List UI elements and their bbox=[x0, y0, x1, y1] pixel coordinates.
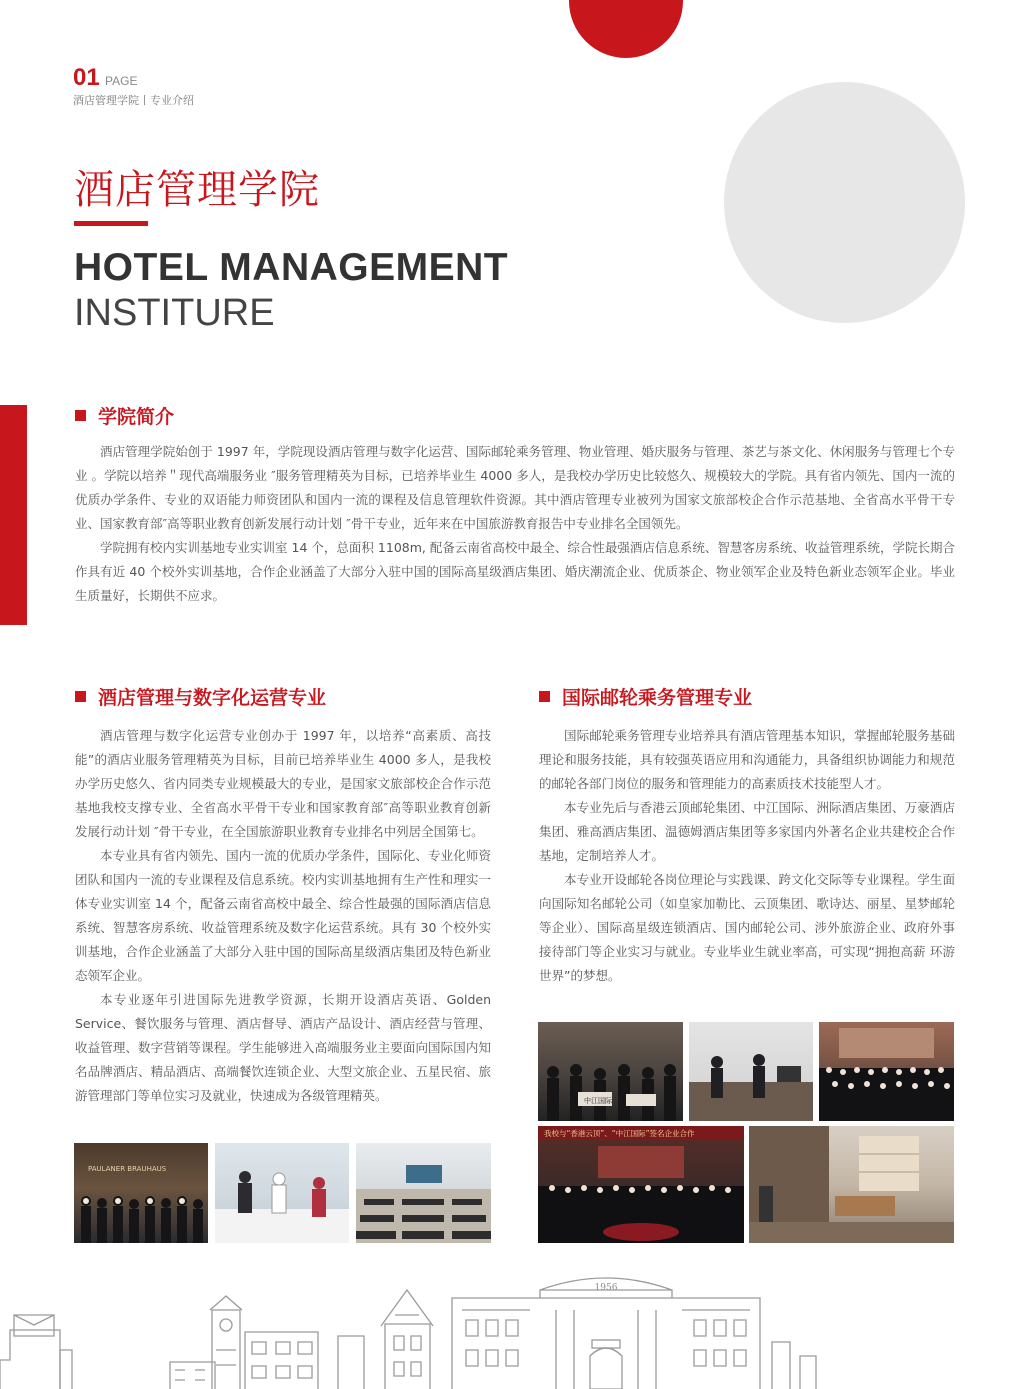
photo-service-training bbox=[215, 1143, 349, 1243]
hotel-paragraph: 酒店管理与数字化运营专业创办于 1997 年，以培养“高素质、高技能”的酒店业服务管理精英为目标，目前已培养毕业生 4000 多人，是我校办学历史悠久、省内同类专业规模最大的专业，是国家文旅部校企合作示范基地我校支撑专业、全省高水平骨干专业和国家教育部″高等职业教育创新发展行动计划 ″骨干专业，在全国旅游职业教育专业排名中列居全国第七。 bbox=[75, 728, 491, 839]
intro-heading bbox=[75, 402, 174, 429]
decor-red-circle bbox=[569, 0, 683, 58]
title-divider bbox=[74, 221, 148, 226]
decor-grey-circle bbox=[724, 82, 965, 323]
practice-room-scene bbox=[749, 1126, 954, 1243]
hotel-paragraph: 本专业逐年引进国际先进教学资源，长期开设酒店英语、Golden Service、餐饮服务与管理、酒店督导、酒店产品设计、酒店经营与管理、收益管理、数字营销等课程。学生能够进入高端服务业主要面向国际国内知名品牌酒店、精品酒店、高端餐饮连锁企业、大型文旅企业、五星民宿、旅游管理部门等单位实习及就业，快速成为各级管理精英。 bbox=[75, 992, 491, 1103]
people-silhouettes bbox=[74, 1143, 208, 1243]
cruise-major-text bbox=[539, 724, 955, 988]
photo-banner-text: 我校与“香港云顶”、“中江国际”签名企业合作 bbox=[544, 1129, 695, 1138]
cruise-major-heading bbox=[539, 683, 752, 710]
cruise-major-heading-text: 国际邮轮乘务管理专业 bbox=[562, 687, 753, 709]
campus-skyline-illustration bbox=[0, 1270, 1024, 1389]
people-silhouettes bbox=[538, 1022, 683, 1121]
photo-practice-room bbox=[749, 1126, 954, 1243]
photo-signing-ceremony bbox=[538, 1126, 744, 1243]
people-silhouettes bbox=[819, 1022, 954, 1121]
page-number: 01 bbox=[73, 64, 100, 91]
hotel-major-text bbox=[75, 724, 491, 1108]
photo-group-restaurant bbox=[74, 1143, 208, 1243]
cruise-paragraph: 本专业开设邮轮各岗位理论与实践课、跨文化交际等专业课程。学生面向国际知名邮轮公司（如皇家加勒比、云顶集团、歌诗达、丽星、星梦邮轮等企业）、国际高星级连锁酒店、国内邮轮公司、涉外旅游企业、政府外事接待部门等企业实习与就业。专业毕业生就业率高，可实现“拥抱高薪 环游世界”的梦想。 bbox=[539, 872, 955, 983]
bullet-square-icon bbox=[75, 691, 86, 702]
intro-paragraph: 酒店管理学院始创于 1997 年，学院现设酒店管理与数字化运营、国际邮轮乘务管理、物业管理、婚庆服务与管理、茶艺与茶文化、休闲服务与管理七个专业 。学院以培养＂现代高端服务业 ″服务管理精英为目标，已培养毕业生 4000 多人，是我校办学历史比较悠久、规模较大的学院。具有省内领先、国内一流的优质办学条件、专业的双语能力师资团队和国内一流的课程及信息管理软件资源。其中酒店管理专业被列为国家文旅部校企合作示范基地、全省高水平骨干专业、国家教育部″高等职业教育创新发展行动计划 ″骨干专业，近年来在中国旅游教育报告中专业排名全国领先。 bbox=[75, 444, 955, 531]
intro-paragraph: 学院拥有校内实训基地专业实训室 14 个，总面积 1108m, 配备云南省高校中最全、综合性最强酒店信息系统、智慧客房系统、收益管理系统，学院长期合作具有近 40 个校外实训基地，合作企业涵盖了大部分入驻中国的国际高星级酒店集团、婚庆潮流企业、优质茶企、物业领军企业及特色新业态领军企业。毕业生质量好，长期供不应求。 bbox=[75, 540, 955, 603]
ceremony-scene bbox=[538, 1126, 744, 1243]
skyline-year: 1956 bbox=[594, 1283, 618, 1293]
photo-cruise-group bbox=[538, 1022, 683, 1121]
classroom-scene bbox=[356, 1143, 491, 1243]
hotel-major-heading bbox=[75, 683, 326, 710]
decor-left-bar bbox=[0, 405, 27, 625]
page-title-en-line1: HOTEL MANAGEMENT bbox=[74, 246, 509, 289]
breadcrumb: 酒店管理学院丨专业介绍 bbox=[73, 94, 194, 107]
bullet-square-icon bbox=[75, 410, 86, 421]
hotel-major-heading-text: 酒店管理与数字化运营专业 bbox=[98, 687, 327, 709]
page-word: PAGE bbox=[105, 74, 138, 88]
photo-sign: 中江国际 bbox=[584, 1097, 612, 1105]
intro-text bbox=[75, 440, 955, 608]
bullet-square-icon bbox=[539, 691, 550, 702]
cruise-paragraph: 本专业先后与香港云顶邮轮集团、中江国际、洲际酒店集团、万豪酒店集团、雅高酒店集团、温德姆酒店集团等多家国内外著名企业共建校企合作基地，定制培养人才。 bbox=[539, 800, 955, 863]
photo-front-desk bbox=[689, 1022, 813, 1121]
photo-uniform-group bbox=[819, 1022, 954, 1121]
hotel-paragraph: 本专业具有省内领先、国内一流的优质办学条件，国际化、专业化师资团队和国内一流的专业课程及信息系统。校内实训基地拥有生产性和理实一体专业实训室 14 个，配备云南省高校中最全、综合性最强的国际酒店信息系统、智慧客房系统、收益管理系统及数字化运营系统。具有 30 个校外实训基地，合作企业涵盖了大部分入驻中国的国际高星级酒店集团及特色新业态领军企业。 bbox=[75, 848, 491, 983]
front-desk-scene bbox=[689, 1022, 813, 1121]
page-title-cn: 酒店管理学院 bbox=[74, 167, 320, 213]
cruise-paragraph: 国际邮轮乘务管理专业培养具有酒店管理基本知识，掌握邮轮服务基础理论和服务技能，具有较强英语应用和沟通能力，具备组织协调能力和规范的邮轮各部门岗位的服务和管理能力的高素质技术技能型人才。 bbox=[539, 728, 955, 791]
photo-classroom bbox=[356, 1143, 491, 1243]
page-title-en-line2: INSTITURE bbox=[74, 292, 275, 334]
photo-sign: PAULANER BRAUHAUS bbox=[88, 1165, 167, 1173]
intro-heading-text: 学院简介 bbox=[98, 406, 175, 428]
people-silhouettes bbox=[215, 1143, 349, 1243]
